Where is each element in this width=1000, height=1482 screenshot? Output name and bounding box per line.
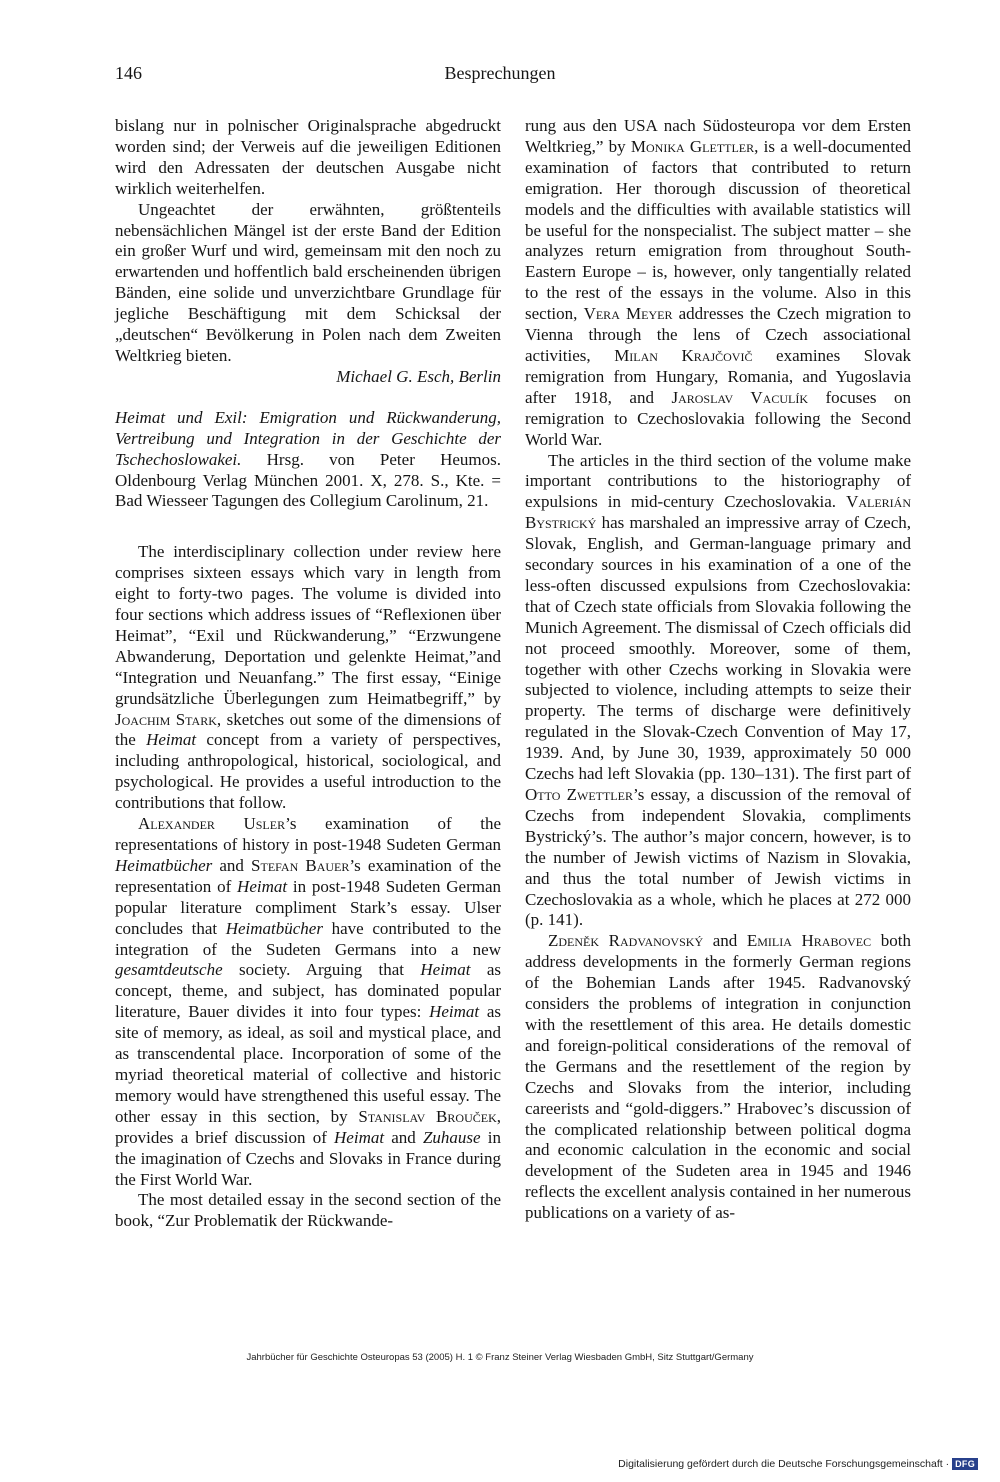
paragraph: The interdisciplinary collection under review here comprises sixteen essays which vary in length from eight to forty-two pages. The volume is divided into four sections which address issues of “Reflexionen über Heimat”, “Exil und Rückwanderung,” “Erzwungene Abwanderung, Deportation und gelenkte Heimat,”and “Integration und Neuanfang.” The first essay, “Einige grundsätzliche Überlegungen zum Heimatbegriff,” by Joachim Stark, sketches out some of the dimensions of the Heimat concept from a variety of perspectives, including anthropological, historical, sociological, and psychological. He provides a useful introduction to the contributions that follow. [115,542,501,813]
book-title: Heimat und Exil: Emigration und Rückwanderung, Vertreibung und Integration in der Geschichte der Tschechoslowakei. [115,407,501,469]
dfg-logo-icon: DFG [952,1458,978,1470]
digitization-credit [618,1458,978,1470]
review-signature: Michael G. Esch, Berlin [336,366,501,386]
paragraph: The articles in the third section of the volume make important contributions to the historiography of expulsions in mid-century Czechoslovakia. Valerián Bystrický has marshaled an impressive array of Czech, Slovak, English, and German-language primary and secondary sources in his examination of a one of the less-often discussed expulsions from Czechoslovakia: that of Czech state officials from Slovakia following the Munich Agreement. The dismissal of Czech officials did not proceed smoothly. Moreover, some of them, together with other Czechs working in Slovakia were subjected to violence, including attempts to seize their property. The terms of discharge were definitively regulated in the Slovak-Czech Convention of May 17, 1939. And, by June 30, 1939, approximately 50 000 Czechs had left Slovakia (pp. 130–131). The first part of Otto Zwettler’s essay, a discussion of the removal of Czechs from independent Slovakia, compliments Bystrický’s. The author’s major concern, however, is to the number of Jewish victims of Nazism in Slovakia, and thus the total number of Jewish victims in Czechoslovakia as a whole, which he places at 272 000 (p. 141). [525,450,911,930]
author-name: Alexander Usler [138,814,286,834]
paragraph: bislang nur in polnischer Originalsprache abgedruckt worden sind; der Verweis auf die jeweiligen Editionen wird den Adressaten der deutschen Ausgabe nicht wirklich weiterhelfen. [115,116,501,198]
author-name: Emilia Hrabovec [746,931,872,951]
paragraph: Zdeněk Radvanovský and Emilia Hrabovec both address developments in the formerly German regions of the Bohemian Lands after 1945. Radvanovský considers the problems of integration in conjunction with the resettlement of this area. He details domestic and foreign-political considerations of the removal of the Germans and the resettlement of the region by Czechs and Slovaks from the interior, including careerists and “gold-diggers.” Hrabovec’s discussion of the complicated relationship between political dogma and economic calculation in the economic and social development of the Sudeten area in 1945 and 1946 reflects the excellent analysis contained in her numerous publications on a variety of as- [525,931,911,1223]
paragraph: Ungeachtet der erwähnten, größtenteils nebensächlichen Mängel ist der erste Band der Edition ein großer Wurf und wird, gemeinsam mit den noch zu erwartenden und hoffentlich bald erscheinenden übrigen Bänden, eine solide und unverzichtbare Grundlage für jegliche Beschäftigung mit dem Schicksal der „deutschen“ Bevölkerung in Polen nach dem Zweiten Weltkrieg bieten. [115,199,501,365]
footer-journal-line: Jahrbücher für Geschichte Osteuropas 53 (2005) H. 1 © Franz Steiner Verlag Wiesbaden GmbH, Sitz Stuttgart/Germany [246,1352,754,1363]
paragraph: The most detailed essay in the second section of the book, “Zur Problematik der Rückwande- [115,1190,501,1231]
book-reference [115,408,501,513]
book-details: Hrsg. von Peter Heumos. Oldenbourg Verlag München 2001. X, 278. S., Kte. = Bad Wiesseer Tagungen des Collegium Carolinum, 21. [115,449,501,511]
author-name: Jaroslav Vaculík [671,387,808,407]
paragraph: rung aus den USA nach Südosteuropa vor dem Ersten Weltkrieg,” by Monika Glettler, is a well-documented examination of factors that contributed to return emigration. Her thorough discussion of theoretical models and the difficulties with available statistics will be useful for the nonspecialist. The subject matter – she analyzes return emigration from throughout South-Eastern Europe – is, however, only tangentially related to the rest of the essays in the volume. Also in this section, Vera Meyer addresses the Czech migration to Vienna through the lens of Czech associational activities, Milan Krajčovič examines Slovak remigration from Hungary, Romania, and Yugoslavia after 1918, and Jaroslav Vaculík focuses on remigration to Czechoslovakia following the Second World War. [525,116,911,449]
right-column [525,116,911,1224]
author-name: Monika Glettler [630,136,755,156]
author-name: Stefan Bauer [251,855,350,875]
left-column [115,116,501,1232]
author-name: Valerián Bystrický [525,492,911,533]
author-name: Joachim Stark [115,709,217,729]
author-name: Otto Zwettler [525,785,633,804]
author-name: Zdeněk Radvanovský [548,931,704,951]
author-name: Vera Meyer [583,304,673,324]
paragraph: Alexander Usler’s examination of the representations of history in post-1948 Sudeten German Heimatbücher and Stefan Bauer’s examination of the representation of Heimat in post-1948 Sudeten German popular literature compliment Stark’s essay. Ulser concludes that Heimatbücher have contributed to the integration of the Sudeten Germans into a new gesamtdeutsche society. Arguing that Heimat as concept, theme, and subject, has dominated popular literature, Bauer divides it into four types: Heimat as site of memory, as ideal, as soil and mystical place, and as transcendental place. Incorporation of some of the myriad theoretical material of collective and historic memory would have strengthened this useful essay. The other essay in this section, by Stanislav Brouček, provides a brief discussion of Heimat and Zuhause in the imagination of Czechs and Slovaks in France during the First World War. [115,814,502,1189]
author-name: Stanislav Brouček [358,1106,497,1126]
page-number: 146 [115,63,142,83]
credit-text: Digitalisierung gefördert durch die Deutsche Forschungsgemeinschaft · [618,1458,950,1470]
running-head: Besprechungen [444,63,556,83]
author-name: Milan Krajčovič [614,345,753,365]
